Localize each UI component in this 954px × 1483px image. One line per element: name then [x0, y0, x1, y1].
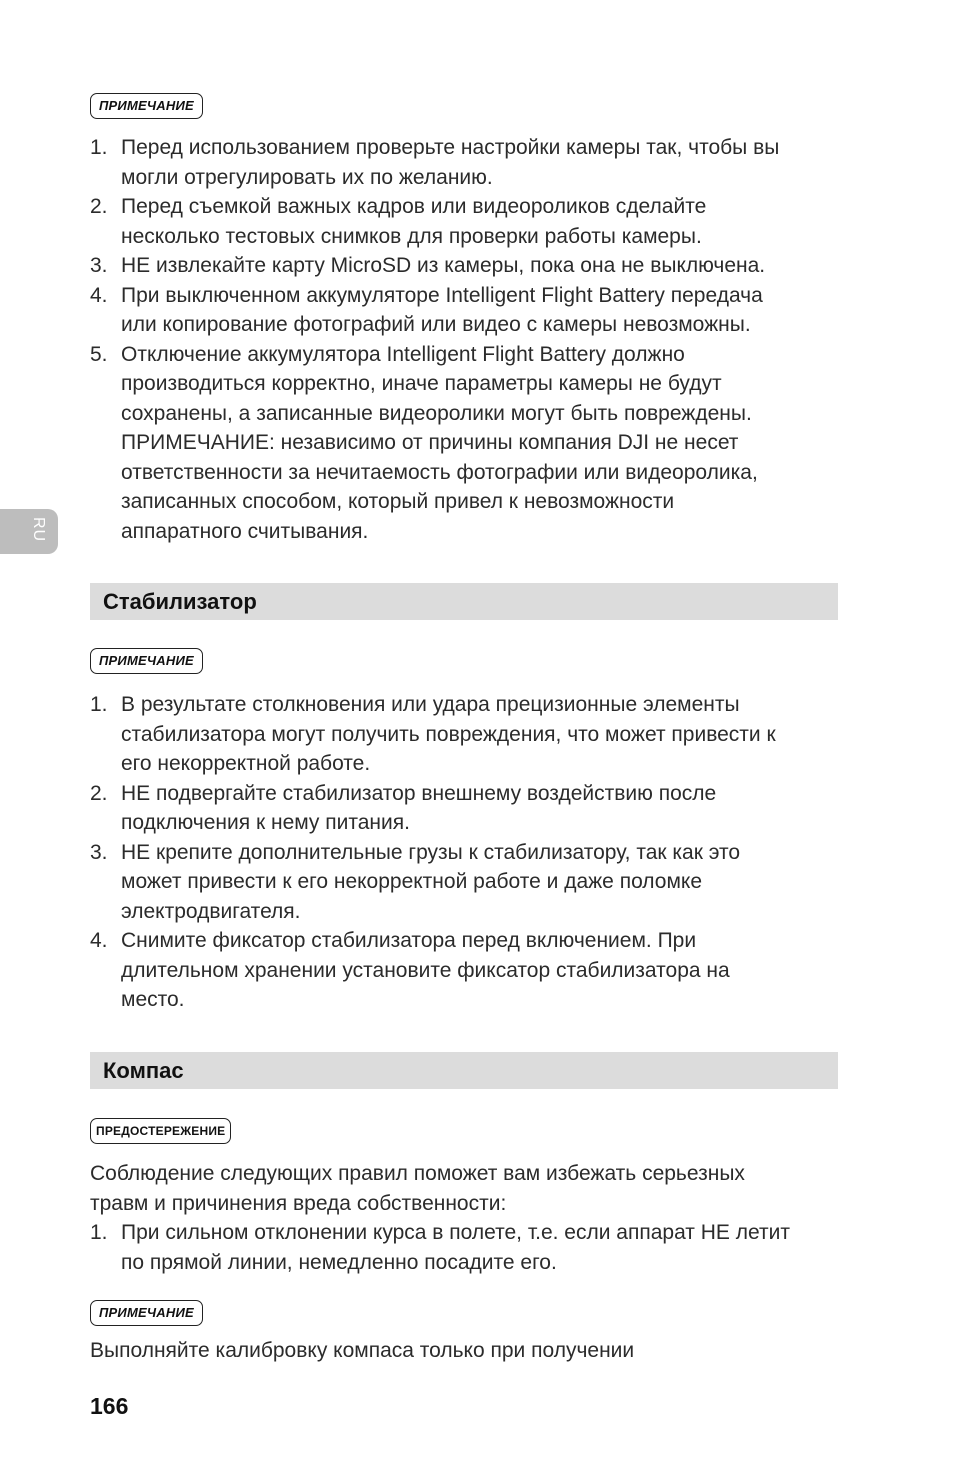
list-item-line: несколько тестовых снимков для проверки работы камеры. [121, 224, 702, 248]
list-item-number: 4. [90, 929, 108, 952]
list-item-line: стабилизатора могут получить повреждения, что может привести к [121, 722, 776, 746]
compass-intro-line: травм и причинения вреда собственности: [90, 1191, 507, 1215]
list-item-line: по прямой линии, немедленно посадите его. [121, 1250, 557, 1274]
list-item-line: подключения к нему питания. [121, 811, 410, 834]
list-item-line: НЕ извлекайте карту MicroSD из камеры, пока она не выключена. [121, 254, 766, 277]
list-item [90, 690, 838, 779]
list-item [90, 779, 838, 838]
list-item-line: При выключенном аккумуляторе Intelligent Flight Battery передача [121, 283, 763, 307]
list-item [90, 251, 838, 281]
page-number: 166 [90, 1393, 129, 1419]
list-item [90, 133, 838, 192]
list-item-line: Перед съемкой важных кадров или видеороликов сделайте [121, 195, 707, 218]
list-item-line: Снимите фиксатор стабилизатора перед включением. При [121, 929, 697, 952]
list-item-number: 1. [90, 693, 108, 716]
list-item-line: могли отрегулировать их по желанию. [121, 165, 493, 189]
list-item-number: 2. [90, 781, 108, 805]
camera-notes-list [90, 133, 838, 546]
section-heading-compass: Компас [90, 1052, 838, 1089]
list-item-line: НЕ подвергайте стабилизатор внешнему воздействию после [121, 781, 717, 805]
warning-badge: ПРЕДОСТЕРЕЖЕНИЕ [90, 1118, 231, 1144]
note-badge: ПРИМЕЧАНИЕ [90, 1300, 203, 1326]
list-item-line: ПРИМЕЧАНИЕ: независимо от причины компания DJI не несет [121, 431, 739, 454]
language-tab [0, 509, 58, 554]
list-item-line: сохранены, а записанные видеоролики могут быть повреждены. [121, 401, 752, 425]
list-item-line: аппаратного считывания. [121, 519, 369, 543]
list-item-line: Отключение аккумулятора Intelligent Flight Battery должно [121, 342, 685, 366]
list-item-number: 1. [90, 136, 108, 159]
list-item-line: длительном хранении установите фиксатор стабилизатора на [121, 958, 730, 982]
gimbal-notes-list [90, 690, 838, 1015]
list-item-line: может привести к его некорректной работе и даже поломке [121, 870, 702, 893]
list-item-line: его некорректной работе. [121, 752, 371, 775]
list-item-line: электродвигателя. [121, 899, 301, 923]
list-item-line: В результате столкновения или удара прецизионные элементы [121, 693, 740, 716]
list-item-number: 4. [90, 283, 108, 307]
language-tab-label: RU [30, 517, 47, 543]
note-badge: ПРИМЕЧАНИЕ [90, 648, 203, 674]
list-item-line: При сильном отклонении курса в полете, т.е. если аппарат НЕ летит [121, 1221, 790, 1244]
list-item-number: 5. [90, 342, 108, 366]
list-item [90, 340, 838, 547]
list-item-line: записанных способом, который привел к невозможности [121, 490, 675, 513]
list-item-line: или копирование фотографий или видео с камеры невозможны. [121, 313, 751, 336]
list-item-number: 1. [90, 1221, 108, 1244]
compass-intro [90, 1159, 838, 1218]
list-item [90, 281, 838, 340]
section-heading-gimbal: Стабилизатор [90, 583, 838, 620]
list-item [90, 838, 838, 927]
compass-warnings-list [90, 1218, 838, 1277]
note-badge: ПРИМЕЧАНИЕ [90, 93, 203, 119]
list-item [90, 192, 838, 251]
list-item-line: ответственности за нечитаемость фотографии или видеоролика, [121, 460, 758, 484]
list-item-number: 3. [90, 254, 108, 277]
list-item-line: место. [121, 988, 185, 1011]
list-item [90, 926, 838, 1015]
list-item [90, 1218, 838, 1277]
list-item-number: 2. [90, 195, 108, 218]
compass-intro-line: Соблюдение следующих правил поможет вам избежать серьезных [90, 1162, 745, 1185]
compass-note-text: Выполняйте калибровку компаса только при получении [90, 1339, 635, 1362]
list-item-line: НЕ крепите дополнительные грузы к стабилизатору, так как это [121, 840, 741, 864]
list-item-line: производиться корректно, иначе параметры камеры не будут [121, 372, 722, 395]
list-item-number: 3. [90, 840, 108, 864]
list-item-line: Перед использованием проверьте настройки камеры так, чтобы вы [121, 136, 780, 159]
